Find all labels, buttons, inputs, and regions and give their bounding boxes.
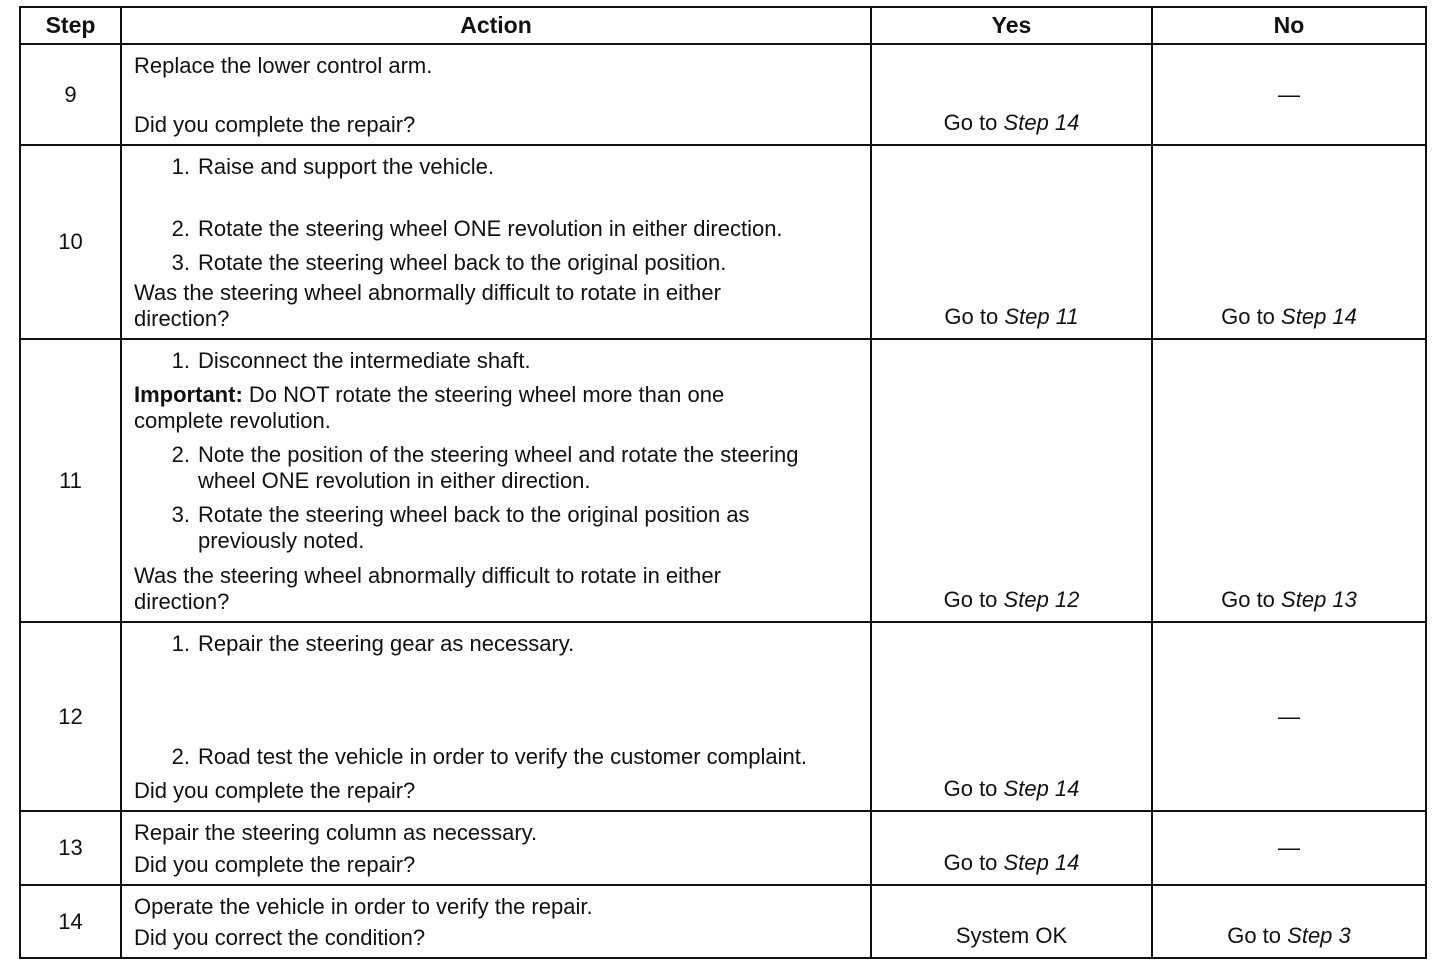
no-prefix: Go to: [1227, 923, 1282, 948]
table-row: [20, 885, 1426, 958]
important-text: Do NOT rotate the steering wheel more than one complete revolution.: [134, 382, 725, 433]
header-no: No: [1152, 7, 1426, 44]
action-question: Did you complete the repair?: [134, 112, 416, 137]
no-dash: —: [1278, 835, 1300, 860]
action-cell: [121, 811, 871, 885]
no-prefix: Go to: [1221, 587, 1275, 612]
no-dash: —: [1278, 81, 1300, 107]
action-question: Did you complete the repair?: [134, 778, 416, 803]
action-line: Replace the lower control arm.: [134, 53, 433, 78]
action-cell: [121, 885, 871, 958]
no-cell: [1152, 44, 1426, 145]
yes-step-link: Step 11: [1004, 304, 1079, 329]
step-number: 14: [20, 885, 121, 958]
action-line: Repair the steering column as necessary.: [134, 820, 538, 845]
item-number: 3.: [171, 250, 190, 275]
yes-prefix: Go to: [943, 850, 998, 875]
item-text: Raise and support the vehicle.: [198, 154, 494, 179]
important-note: [134, 382, 774, 434]
item-number: 1.: [171, 348, 190, 373]
no-cell: [1152, 145, 1426, 339]
step-number: 13: [20, 811, 121, 885]
action-question: Did you complete the repair?: [134, 852, 416, 877]
no-dash: —: [1278, 703, 1300, 729]
action-item: [134, 154, 860, 180]
item-text: Road test the vehicle in order to verify the customer complaint.: [198, 744, 807, 769]
header-action: Action: [121, 7, 871, 44]
action-question: Did you correct the condition?: [134, 925, 426, 950]
step-number: 11: [20, 339, 121, 622]
action-item: [134, 348, 860, 374]
table-row: [20, 145, 1426, 339]
yes-step-link: Step 14: [1003, 776, 1080, 801]
item-number: 2.: [171, 216, 190, 241]
no-cell: [1152, 811, 1426, 885]
item-number: 3.: [171, 502, 190, 527]
action-item: [134, 631, 860, 657]
yes-cell: [871, 145, 1152, 339]
yes-step-link: Step 14: [1003, 110, 1080, 135]
table-row: [20, 622, 1426, 811]
item-text: Note the position of the steering wheel and rotate the steering wheel ONE revolution in either direction.: [198, 442, 799, 493]
action-cell: [121, 44, 871, 145]
yes-cell: [871, 339, 1152, 622]
yes-cell: [871, 811, 1152, 885]
item-text: Rotate the steering wheel back to the original position.: [198, 250, 727, 275]
step-number: 9: [20, 44, 121, 145]
yes-cell: [871, 44, 1152, 145]
step-number: 10: [20, 145, 121, 339]
action-question: Was the steering wheel abnormally difficult to rotate in either direction?: [134, 280, 721, 331]
item-text: Rotate the steering wheel back to the original position as previously noted.: [198, 502, 750, 553]
yes-prefix: Go to: [944, 304, 999, 329]
no-prefix: Go to: [1221, 304, 1275, 329]
no-step-link: Step 3: [1287, 923, 1351, 948]
action-cell: [121, 622, 871, 811]
item-number: 1.: [171, 631, 190, 656]
important-label: Important:: [134, 382, 243, 407]
yes-prefix: Go to: [943, 110, 998, 135]
yes-cell: [871, 885, 1152, 958]
action-cell: [121, 145, 871, 339]
table-row: [20, 811, 1426, 885]
no-step-link: Step 14: [1281, 304, 1357, 329]
yes-step-link: Step 14: [1003, 850, 1080, 875]
item-number: 2.: [171, 442, 190, 467]
table-row: [20, 339, 1426, 622]
action-item: [134, 250, 860, 276]
no-cell: [1152, 339, 1426, 622]
yes-prefix: Go to: [943, 587, 998, 612]
step-number: 12: [20, 622, 121, 811]
action-question: Was the steering wheel abnormally difficult to rotate in either direction?: [134, 563, 721, 614]
action-item: [134, 216, 860, 242]
diagnostic-table: [19, 6, 1427, 959]
item-number: 2.: [171, 744, 190, 769]
table-row: [20, 44, 1426, 145]
header-yes: Yes: [871, 7, 1152, 44]
no-step-link: Step 13: [1281, 587, 1357, 612]
item-text: Disconnect the intermediate shaft.: [198, 348, 531, 373]
no-cell: [1152, 622, 1426, 811]
action-item: [134, 744, 834, 770]
yes-text: System OK: [955, 923, 1068, 948]
item-number: 1.: [171, 154, 190, 179]
header-step: Step: [20, 7, 121, 44]
no-cell: [1152, 885, 1426, 958]
yes-cell: [871, 622, 1152, 811]
action-item: [134, 502, 834, 554]
item-text: Repair the steering gear as necessary.: [198, 631, 575, 656]
action-line: Operate the vehicle in order to verify the repair.: [134, 894, 593, 919]
action-cell: [121, 339, 871, 622]
yes-step-link: Step 12: [1003, 587, 1080, 612]
item-text: Rotate the steering wheel ONE revolution in either direction.: [198, 216, 783, 241]
header-row: [20, 7, 1426, 44]
yes-prefix: Go to: [943, 776, 998, 801]
action-item: [134, 442, 834, 494]
